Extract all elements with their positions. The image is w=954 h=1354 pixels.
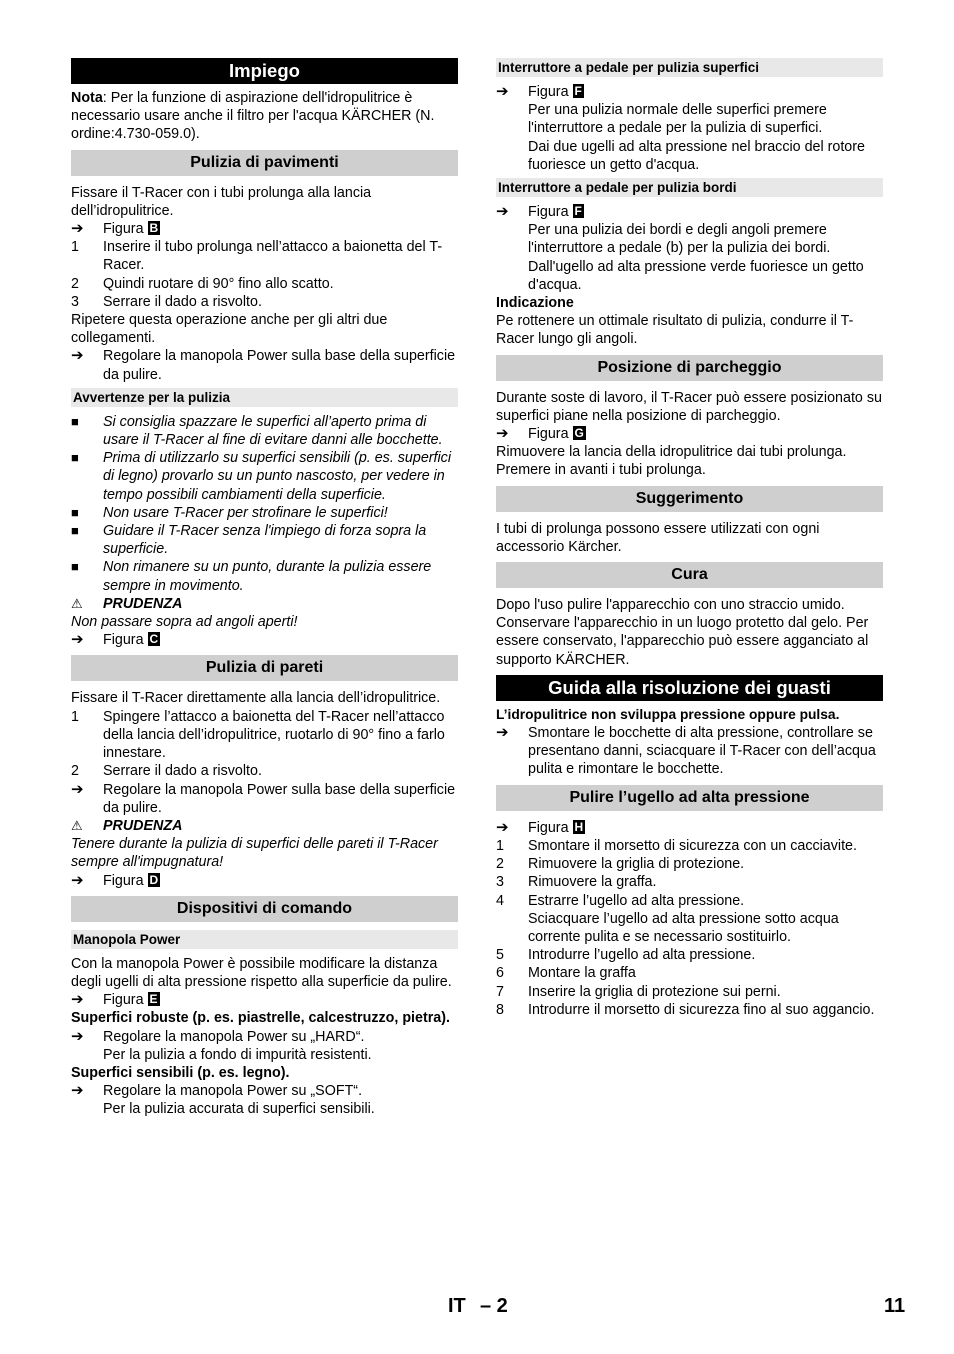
figure-letter-e: E	[149, 992, 158, 1007]
bullet-text: Non usare T-Racer per strofinare le superfici!	[103, 504, 388, 521]
list-item	[496, 724, 883, 779]
figure-ref	[496, 83, 883, 174]
square-bullet-icon: ■	[71, 504, 79, 520]
figure-label: Figura	[103, 632, 144, 649]
list-item	[71, 293, 458, 311]
step-text: Inserire la griglia di protezione sui perni.	[528, 983, 781, 1000]
arrow-right-icon: ➔	[496, 425, 509, 443]
step-number: 4	[496, 892, 504, 909]
bullet-text: Si consiglia spazzare le superfici all’aperto prima di usare il T-Racer al fine di evitare danni alle bocchette.	[103, 413, 443, 449]
list-item	[71, 708, 458, 763]
figure-label: Figura	[528, 204, 569, 221]
figure-ref	[496, 203, 883, 294]
step-text: Montare la graffa	[528, 965, 636, 982]
step-text: Quindi ruotare di 90° fino allo scatto.	[103, 275, 334, 292]
left-column	[71, 58, 458, 1119]
step-number: 7	[496, 983, 504, 1000]
figure-ref	[496, 425, 883, 443]
step-number: 6	[496, 965, 504, 982]
section-title-dispositivi: Dispositivi di comando	[71, 896, 458, 922]
list-item	[496, 855, 883, 873]
paragraph: Fissare il T-Racer con i tubi prolunga alla lancia dell’idropulitrice.	[71, 184, 372, 219]
section-title-suggerimento: Suggerimento	[496, 486, 883, 512]
step-number	[496, 910, 528, 946]
square-bullet-icon: ■	[71, 413, 79, 429]
figure-ref	[71, 220, 458, 238]
list-item	[71, 522, 458, 558]
subsection-title-pedale-superfici: Interruttore a pedale per pulizia superfici	[496, 58, 883, 77]
subsection-title-manopola: Manopola Power	[71, 930, 458, 949]
arrow-right-icon: ➔	[496, 203, 509, 221]
figure-ref	[496, 819, 883, 837]
list-item	[496, 983, 883, 1001]
caution-heading	[71, 817, 458, 835]
arrow-right-icon: ➔	[71, 1027, 84, 1045]
section-title-guasti: Guida alla risoluzione dei guasti	[496, 675, 883, 701]
step-text: Serrare il dado a risvolto.	[103, 293, 262, 310]
step-text: Regolare la manopola Power su „SOFT“.	[103, 1083, 363, 1100]
step-text: Per la pulizia accurata di superfici sensibili.	[103, 1101, 375, 1118]
figure-letter-d: D	[149, 872, 159, 887]
step-text: Per una pulizia dei bordi e degli angoli premere l'interruttore a pedale (b) per la pulizia dei bordi.	[528, 222, 831, 257]
step-text: Estrarre l’ugello ad alta pressione.	[528, 892, 745, 909]
square-bullet-icon: ■	[71, 450, 79, 466]
page-number: 11	[884, 1295, 906, 1317]
figure-letter-b: B	[149, 221, 159, 236]
arrow-right-icon: ➔	[71, 780, 84, 798]
bullet-text: Prima di utilizzarlo su superfici sensibili (p. es. superfici di legno) provarlo su un punto nascosto, per vedere in tempo possibili cambiamenti della superficie.	[103, 450, 452, 503]
section-title-pavimenti: Pulizia di pavimenti	[71, 150, 458, 176]
step-text: Rimuovere la griglia di protezione.	[528, 856, 745, 873]
step-text: Serrare il dado a risvolto.	[103, 763, 262, 780]
list-item	[71, 558, 458, 594]
step-text: Introdurre il morsetto di sicurezza fino al suo aggancio.	[528, 1001, 875, 1018]
list-item	[71, 275, 458, 293]
section-page: – 2	[480, 1295, 508, 1317]
list-item	[496, 910, 883, 946]
subsection-title-avvertenze: Avvertenze per la pulizia	[71, 388, 458, 407]
figure-ref	[71, 872, 458, 890]
figure-ref	[71, 631, 458, 649]
note-label: Nota	[71, 90, 103, 106]
arrow-right-icon: ➔	[496, 724, 509, 742]
arrow-right-icon: ➔	[71, 631, 84, 649]
figure-label: Figura	[103, 872, 144, 889]
step-number: 5	[496, 947, 504, 964]
list-item	[496, 873, 883, 891]
arrow-right-icon: ➔	[71, 871, 84, 889]
list-item	[71, 504, 458, 522]
paragraph: Ripetere questa operazione anche per gli altri due collegamenti.	[71, 312, 388, 347]
step-text: Regolare la manopola Power sulla base della superficie da pulire.	[103, 781, 456, 816]
arrow-right-icon: ➔	[71, 1082, 84, 1100]
bullet-text: Guidare il T-Racer senza l'impiego di forza sopra la superficie.	[103, 523, 427, 558]
caution-label: PRUDENZA	[103, 595, 183, 612]
figure-letter-h: H	[574, 819, 584, 834]
warning-triangle-icon: ⚠	[71, 817, 83, 833]
list-item	[496, 946, 883, 964]
step-text: Introdurre l’ugello ad alta pressione.	[528, 947, 756, 964]
list-item	[496, 1001, 883, 1019]
note-text: : Per la funzione di aspirazione dell'idropulitrice è necessario usare anche il filtro per l'acqua KÄRCHER (N. ordine:4.730-059.0).	[71, 90, 435, 143]
list-item	[71, 449, 458, 504]
step-number: 2	[71, 275, 79, 292]
section-title-cura: Cura	[496, 562, 883, 588]
section-title-pareti: Pulizia di pareti	[71, 655, 458, 681]
step-text: Dall'ugello ad alta pressione verde fuoriesce un getto d'acqua.	[528, 258, 864, 293]
list-item	[71, 762, 458, 780]
section-title-impiego: Impiego	[71, 58, 458, 84]
square-bullet-icon: ■	[71, 523, 79, 539]
step-number: 3	[71, 293, 79, 310]
paragraph: Rimuovere la lancia della idropulitrice dai tubi prolunga. Premere in avanti i tubi prolunga.	[496, 444, 847, 479]
list-item	[71, 238, 458, 274]
step-number: 1	[496, 837, 504, 854]
step-number: 1	[71, 708, 79, 725]
right-column	[496, 58, 883, 1019]
figure-label: Figura	[528, 84, 569, 100]
figure-label: Figura	[528, 819, 569, 836]
warning-triangle-icon: ⚠	[71, 595, 83, 611]
figure-letter-c: C	[149, 632, 159, 647]
list-item	[71, 1028, 458, 1064]
step-text: Smontare il morsetto di sicurezza con un cacciavite.	[528, 837, 857, 854]
step-number: 3	[496, 874, 504, 891]
figure-ref	[71, 991, 458, 1009]
caution-heading	[71, 595, 458, 613]
note-paragraph	[71, 89, 458, 144]
square-bullet-icon: ■	[71, 559, 79, 575]
figure-label: Figura	[103, 221, 144, 238]
list-item	[71, 347, 458, 383]
subsection-title-pedale-bordi: Interruttore a pedale per pulizia bordi	[496, 178, 883, 197]
paragraph: Fissare il T-Racer direttamente alla lancia dell’idropulitrice.	[71, 690, 441, 707]
figure-label: Figura	[528, 426, 569, 443]
step-text: Per la pulizia a fondo di impurità resistenti.	[103, 1046, 372, 1063]
step-number: 2	[496, 856, 504, 873]
step-text: Regolare la manopola Power sulla base della superficie da pulire.	[103, 348, 456, 383]
figure-label: Figura	[103, 992, 144, 1009]
page-footer	[0, 1297, 954, 1323]
paragraph: Pe rottenere un ottimale risultato di pulizia, condurre il T-Racer lungo gli angoli.	[496, 313, 854, 348]
section-title-ugello: Pulire l’ugello ad alta pressione	[496, 785, 883, 811]
step-number: 1	[71, 239, 79, 256]
paragraph: Con la manopola Power è possibile modificare la distanza degli ugelli di alta pressione rispetto alla superficie da pulire.	[71, 955, 452, 990]
step-text: Regolare la manopola Power su „HARD“.	[103, 1028, 365, 1045]
figure-letter-f: F	[574, 84, 582, 98]
list-item	[71, 781, 458, 817]
step-number: 8	[496, 1001, 504, 1018]
bold-heading: Superfici robuste (p. es. piastrelle, calcestruzzo, pietra).	[71, 1010, 450, 1027]
paragraph: Dopo l'uso pulire l'apparecchio con uno straccio umido. Conservare l'apparecchio in un luogo protetto dal gelo. Per essere conservato, l'apparecchio può essere agganciato al supporto KÄRCHER.	[496, 597, 869, 668]
caution-label: PRUDENZA	[103, 817, 183, 834]
bold-heading: Superfici sensibili (p. es. legno).	[71, 1064, 290, 1081]
bold-heading: L’idropulitrice non sviluppa pressione oppure pulsa.	[496, 706, 840, 722]
caution-text: Tenere durante la pulizia di superfici delle pareti il T-Racer sempre all'impugnatura!	[71, 836, 438, 871]
list-item	[496, 964, 883, 982]
list-item	[496, 837, 883, 855]
arrow-right-icon: ➔	[71, 220, 84, 238]
paragraph: Durante soste di lavoro, il T-Racer può essere posizionato su superfici piane nella posizione di parcheggio.	[496, 389, 882, 424]
arrow-right-icon: ➔	[71, 347, 84, 365]
step-text: Sciacquare l’ugello ad alta pressione sotto acqua corrente pulita e se necessario sostituirlo.	[528, 910, 839, 945]
step-text: Per una pulizia normale delle superfici premere l'interruttore a pedale per la pulizia di superfici.	[528, 102, 827, 137]
paragraph: I tubi di prolunga possono essere utilizzati con ogni accessorio Kärcher.	[496, 520, 820, 555]
arrow-right-icon: ➔	[71, 991, 84, 1009]
figure-letter-g: G	[574, 426, 584, 441]
step-text: Inserire il tubo prolunga nell’attacco a baionetta del T-Racer.	[103, 239, 443, 274]
language-code: IT	[448, 1295, 466, 1317]
bullet-text: Non rimanere su un punto, durante la pulizia essere sempre in movimento.	[103, 559, 432, 594]
list-item	[496, 892, 883, 910]
figure-letter-f: F	[574, 204, 582, 219]
arrow-right-icon: ➔	[496, 818, 509, 836]
step-number: 2	[71, 763, 79, 780]
list-item	[71, 413, 458, 449]
caution-text: Non passare sopra ad angoli aperti!	[71, 614, 298, 631]
arrow-right-icon: ➔	[496, 83, 509, 100]
step-text: Rimuovere la graffa.	[528, 874, 657, 891]
step-text: Dai due ugelli ad alta pressione nel braccio del rotore fuoriesce un getto d'acqua.	[528, 138, 865, 173]
bold-heading: Indicazione	[496, 295, 574, 312]
list-item	[71, 1082, 458, 1118]
section-title-parcheggio: Posizione di parcheggio	[496, 355, 883, 381]
step-text: Smontare le bocchette di alta pressione, controllare se presentano danni, sciacquare il T-Racer con dell’acqua pulita e rimontare le bocchette.	[528, 725, 876, 778]
step-text: Spingere l’attacco a baionetta del T-Racer nell’attacco della lancia dell’idropulitrice, ruotarlo di 90° fino a farlo innestare.	[103, 708, 445, 762]
